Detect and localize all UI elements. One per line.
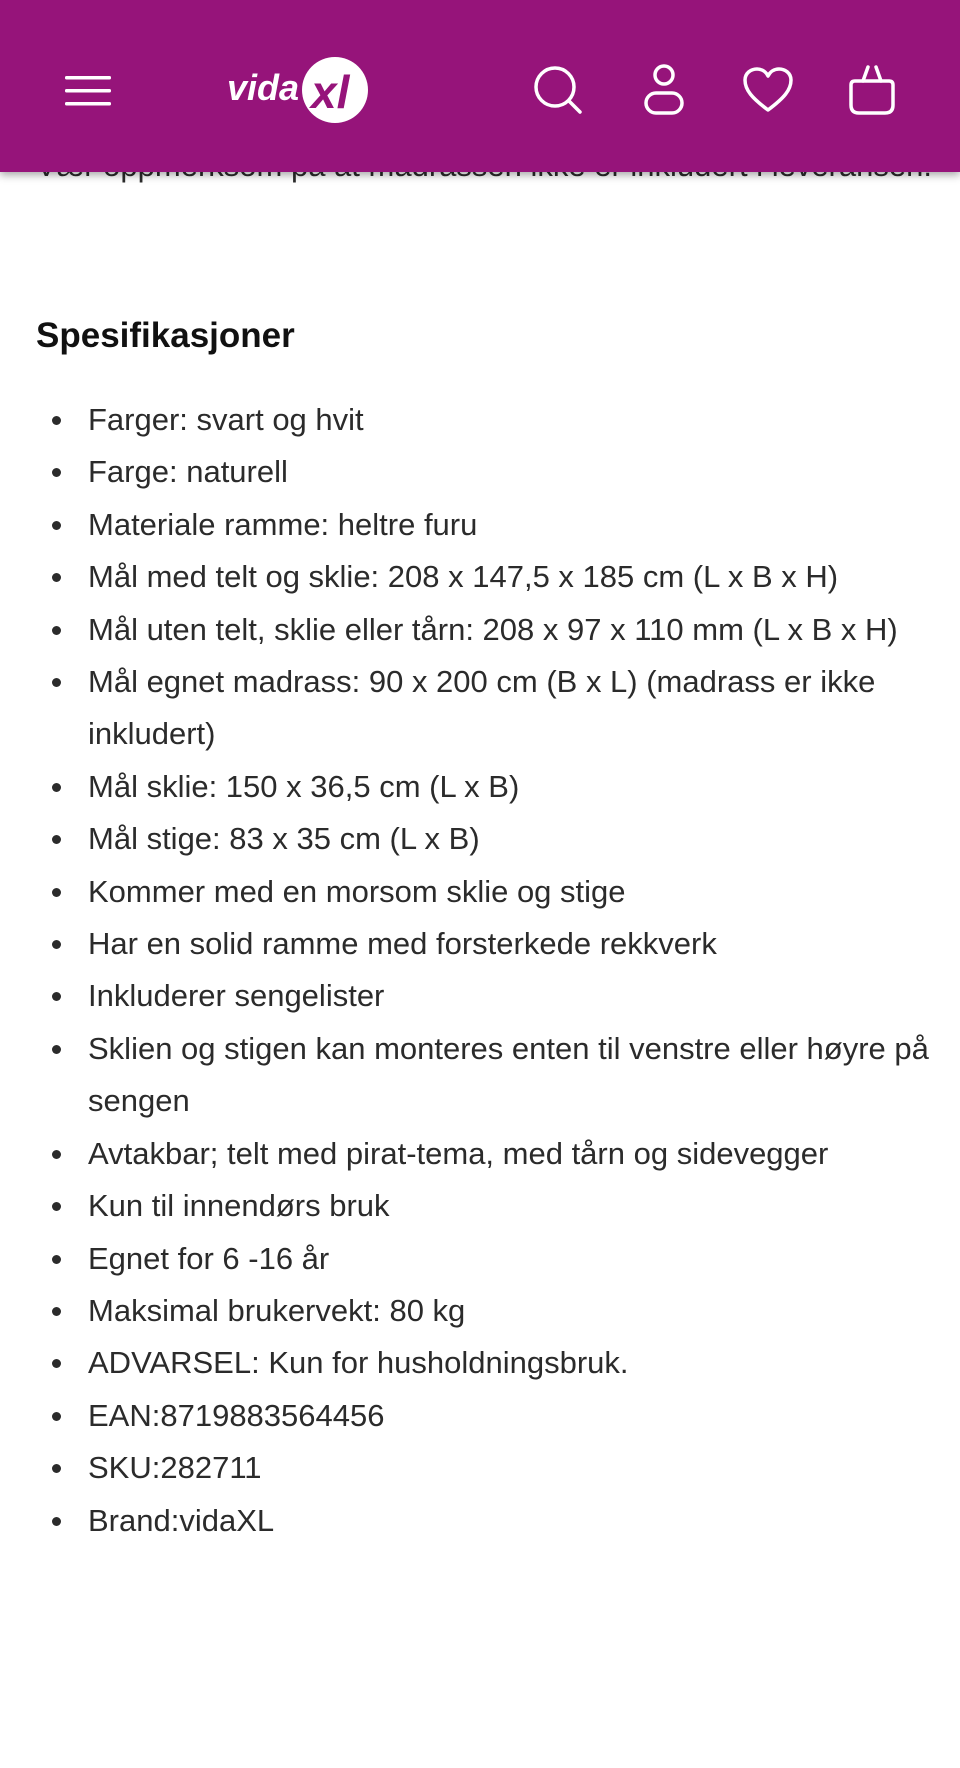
search-button[interactable] xyxy=(528,60,588,120)
spec-item: SKU:282711 xyxy=(36,1442,936,1494)
spec-item: Sklien og stigen kan monteres enten til venstre eller høyre på sengen xyxy=(36,1023,936,1128)
spec-item: Inkluderer sengelister xyxy=(36,970,936,1022)
wishlist-button[interactable] xyxy=(738,60,798,120)
spec-item: Materiale ramme: heltre furu xyxy=(36,499,936,551)
cart-button[interactable] xyxy=(842,60,902,120)
spec-item: Mål sklie: 150 x 36,5 cm (L x B) xyxy=(36,761,936,813)
svg-text:xl: xl xyxy=(311,66,350,118)
account-button[interactable] xyxy=(634,60,694,120)
spec-item: Mål egnet madrass: 90 x 200 cm (B x L) (madrass er ikke inkludert) xyxy=(36,656,936,761)
vidaxl-logo[interactable] xyxy=(225,52,375,127)
spec-item: Farge: naturell xyxy=(36,446,936,498)
hamburger-menu-icon xyxy=(65,74,111,108)
heart-icon xyxy=(742,66,794,114)
spec-item: Kommer med en morsom sklie og stige xyxy=(36,866,936,918)
spec-item: Maksimal brukervekt: 80 kg xyxy=(36,1285,936,1337)
spec-item: ADVARSEL: Kun for husholdningsbruk. xyxy=(36,1337,936,1389)
spec-item: Avtakbar; telt med pirat-tema, med tårn og sidevegger xyxy=(36,1128,936,1180)
site-header xyxy=(0,0,960,172)
spec-item: EAN:8719883564456 xyxy=(36,1390,936,1442)
specifications-heading: Spesifikasjoner xyxy=(36,316,295,355)
spec-item: Brand:vidaXL xyxy=(36,1495,936,1547)
specifications-list xyxy=(36,394,936,1547)
spec-item: Farger: svart og hvit xyxy=(36,394,936,446)
vidaxl-logo-icon xyxy=(225,52,375,127)
menu-button[interactable] xyxy=(60,66,116,116)
spec-item: Mål stige: 83 x 35 cm (L x B) xyxy=(36,813,936,865)
spec-item: Egnet for 6 -16 år xyxy=(36,1233,936,1285)
spec-item: Mål med telt og sklie: 208 x 147,5 x 185 cm (L x B x H) xyxy=(36,551,936,603)
user-icon xyxy=(642,63,686,117)
spec-item: Kun til innendørs bruk xyxy=(36,1180,936,1232)
spec-item: Har en solid ramme med forsterkede rekkverk xyxy=(36,918,936,970)
spec-item: Mål uten telt, sklie eller tårn: 208 x 97 x 110 mm (L x B x H) xyxy=(36,604,936,656)
shopping-basket-icon xyxy=(847,63,897,117)
search-icon xyxy=(532,64,584,116)
svg-text:vida: vida xyxy=(227,67,300,108)
